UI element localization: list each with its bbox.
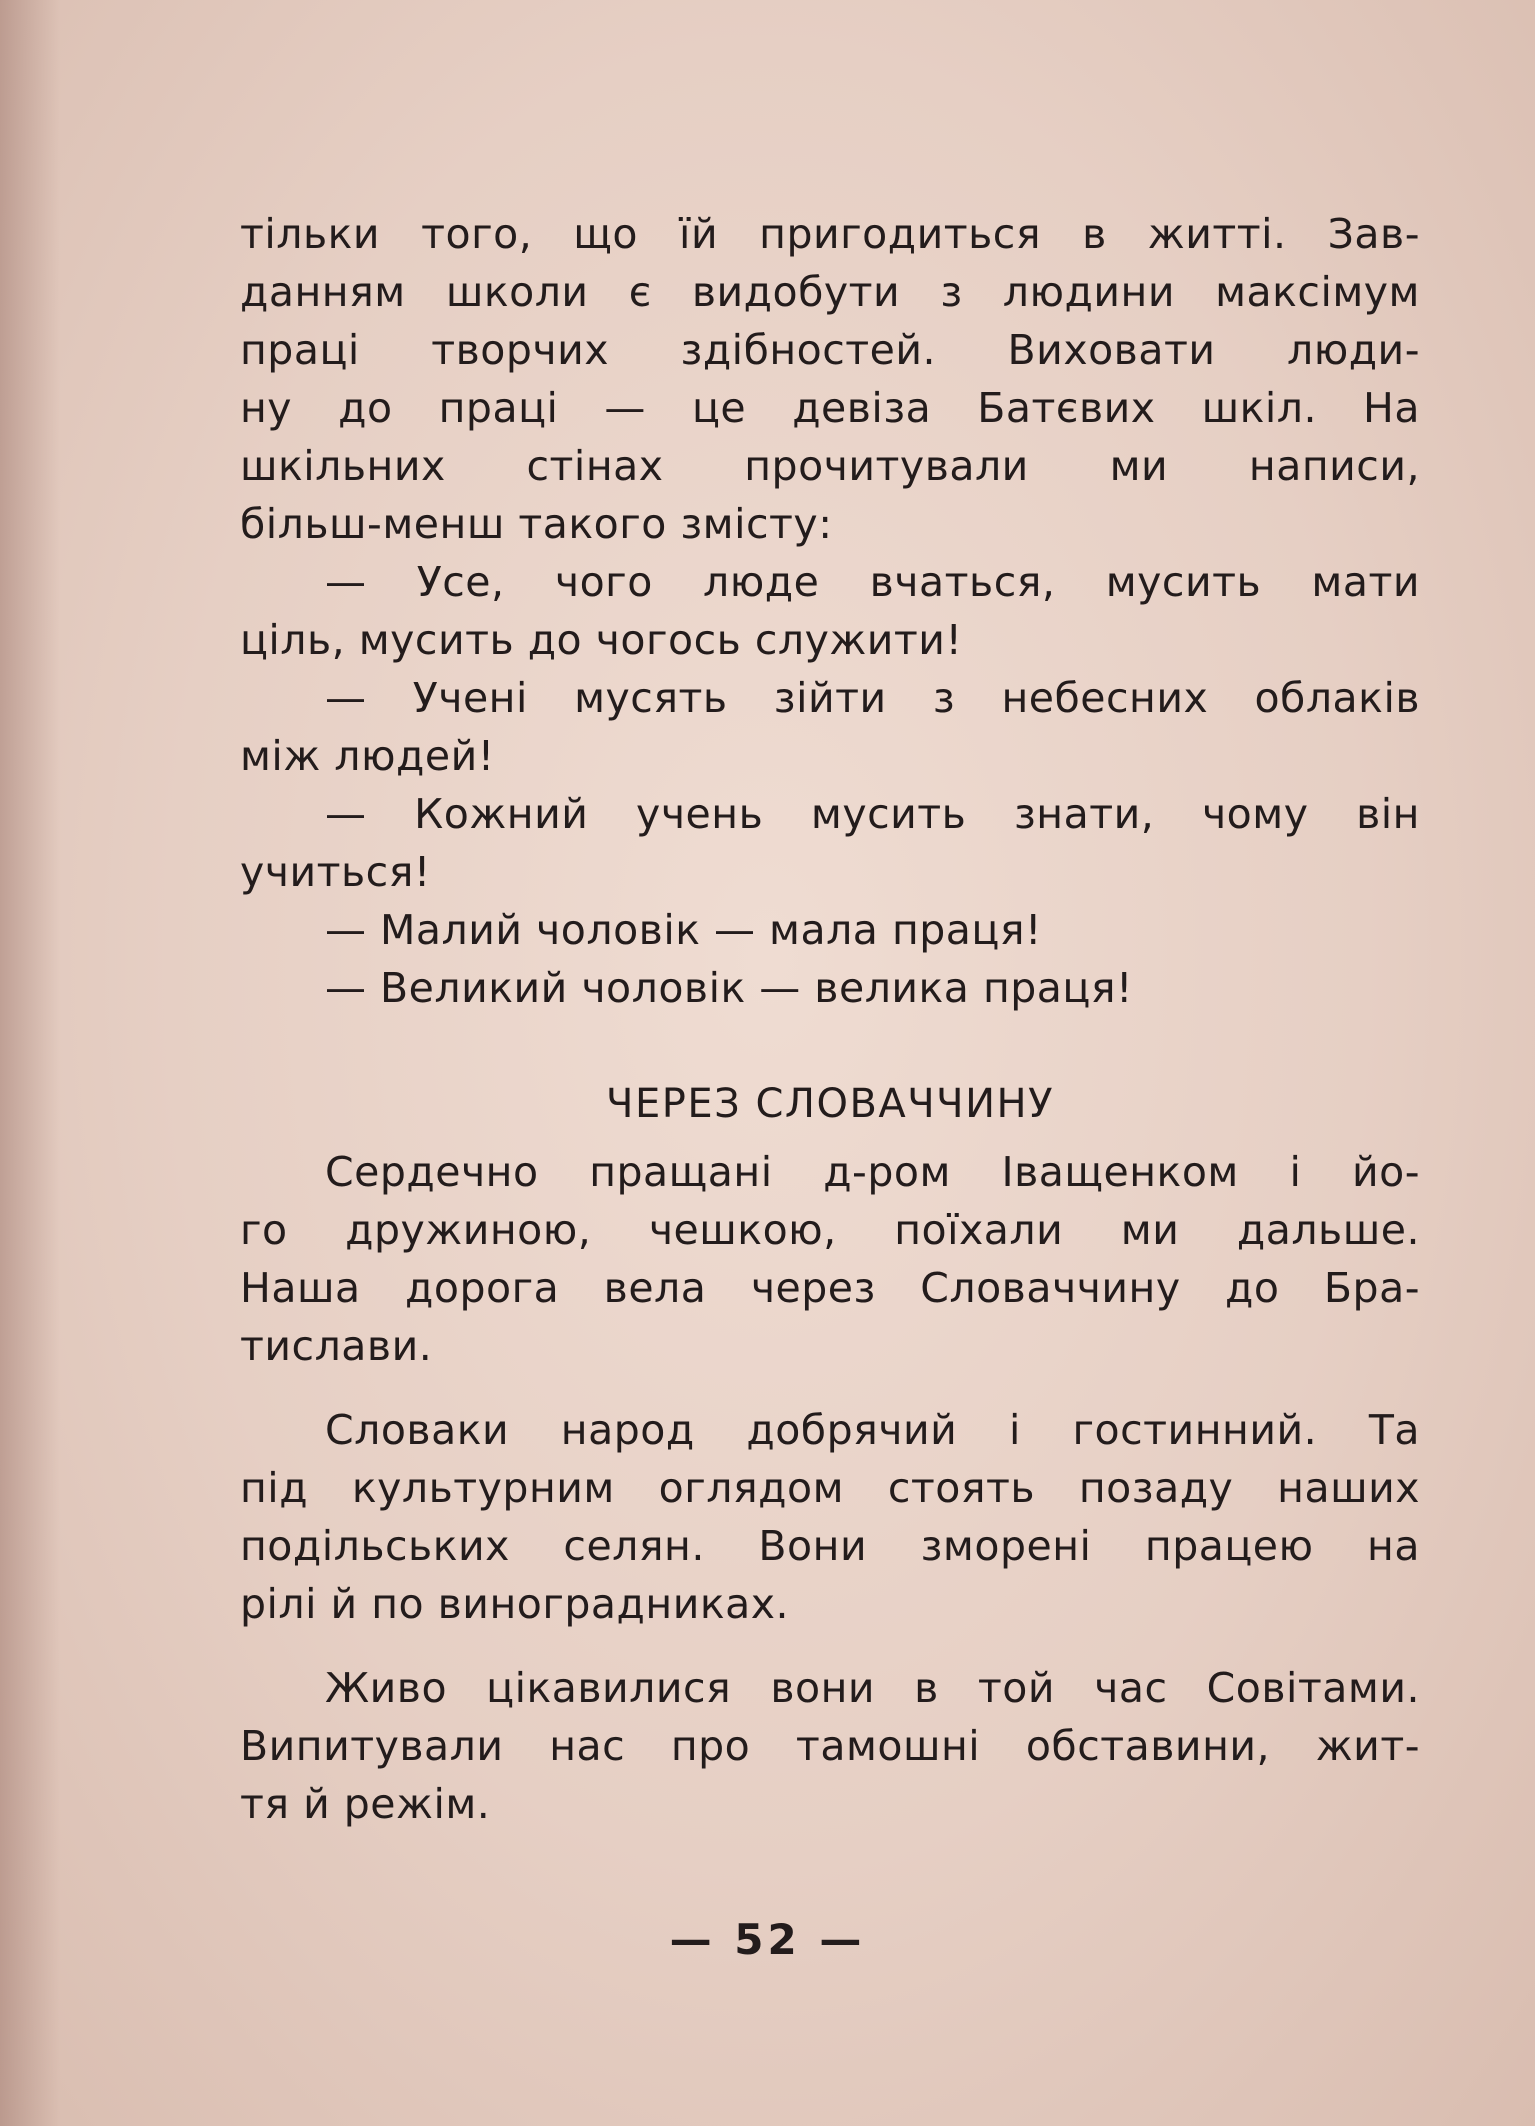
motto-item: [240, 669, 1420, 785]
text-line: Живо цікавилися вони в той час Совітами.: [325, 1664, 1420, 1712]
section-heading: ЧЕРЕЗ СЛОВАЧЧИНУ: [606, 1081, 1054, 1127]
motto-item: [240, 959, 1420, 1017]
text-line: го дружиною, чешкою, поїхали ми дальше.: [240, 1206, 1420, 1254]
paragraph-gap: [240, 1633, 1420, 1659]
motto-item: [240, 785, 1420, 901]
text-line: — Учені мусять зійти з небесних облаків: [325, 674, 1420, 722]
page-number: — 52 —: [669, 1915, 866, 1964]
text-line: тислави.: [240, 1322, 433, 1370]
text-line: ну до праці — це девіза Батєвих шкіл. На: [240, 384, 1420, 432]
text-line: — Усе, чого люде вчаться, мусить мати: [325, 558, 1420, 606]
text-line: шкільних стінах прочитували ми написи,: [240, 442, 1420, 490]
motto-list: [240, 553, 1420, 1017]
text-line: подільських селян. Вони зморені працею на: [240, 1522, 1420, 1570]
text-line: між людей!: [240, 732, 495, 780]
text-line: Сердечно пращані д-ром Іващенком і йо-: [325, 1148, 1420, 1196]
text-line: — Великий чоловік — велика праця!: [325, 964, 1133, 1012]
text-line: — Малий чоловік — мала праця!: [325, 906, 1042, 954]
paragraph-gap: [240, 1375, 1420, 1401]
motto-item: [240, 901, 1420, 959]
text-line: під культурним оглядом стоять позаду наших: [240, 1464, 1420, 1512]
page-edge-shadow: [0, 0, 60, 2126]
paragraph-4: [240, 1659, 1420, 1833]
text-line: данням школи є видобути з людини максімум: [240, 268, 1420, 316]
paragraph-2: [240, 1143, 1420, 1375]
paragraph-3: [240, 1401, 1420, 1633]
text-line: Наша дорога вела через Словаччину до Бра-: [240, 1264, 1420, 1312]
text-line: рілі й по виноградниках.: [240, 1580, 790, 1628]
text-line: ціль, мусить до чогось служити!: [240, 616, 963, 664]
text-line: — Кожний учень мусить знати, чому він: [325, 790, 1420, 838]
text-line: тільки того, що їй пригодиться в житті. Зав-: [240, 210, 1420, 258]
text-line: тя й режім.: [240, 1780, 491, 1828]
page-body: [240, 205, 1420, 1833]
text-line: більш-менш такого змісту:: [240, 500, 833, 548]
text-line: Випитували нас про тамошні обставини, жит-: [240, 1722, 1420, 1770]
text-line: праці творчих здібностей. Виховати люди-: [240, 326, 1420, 374]
text-line: Словаки народ добрячий і гостинний. Та: [325, 1406, 1420, 1454]
motto-item: [240, 553, 1420, 669]
paragraph-1: [240, 205, 1420, 553]
text-line: учиться!: [240, 848, 431, 896]
